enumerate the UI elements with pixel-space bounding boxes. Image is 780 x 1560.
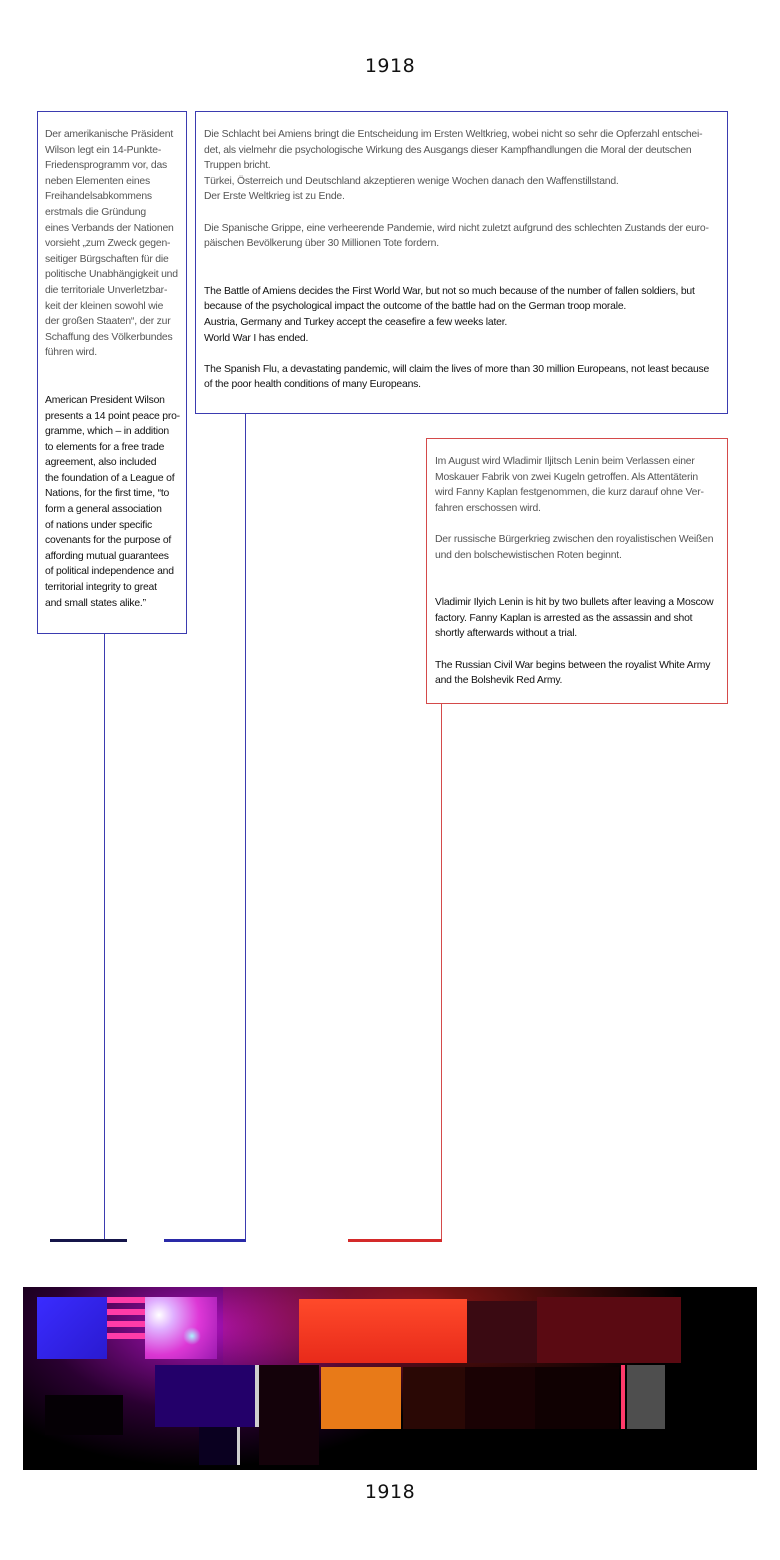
connector-line-wilson [104, 634, 105, 1240]
timeline-bar-blue [164, 1239, 246, 1242]
year-label-bottom: 1918 [364, 1481, 416, 1503]
abstract-artwork [23, 1287, 757, 1470]
lenin-text-english: Vladimir Ilyich Lenin is hit by two bullets after leaving a Moscow factory. Fanny Kaplan is arrested as the assassin and shot shortly afterwards without a trial. The Russian Civil War begins between the royalist White Army and the Bolshevik Red Army. [435, 597, 714, 687]
year-label-top: 1918 [364, 55, 416, 77]
timeline-bar-dark-blue [50, 1239, 127, 1242]
connector-line-lenin [441, 704, 442, 1240]
event-box-amiens [195, 111, 728, 414]
wilson-text-german: Der amerikanische Präsident Wilson legt ein 14-Punkte- Friedensprogramm vor, das neben Elementen eines Freihandelsabkommens erstmals die Gründung eines Verbands der Nationen vorsieht „zum Zweck gegen- seitiger Bürgschaften für die politische Unabhängigkeit und die territoriale Unverletzbar- keit der kleinen sowohl wie der großen Staaten“, der zur Schaffung des Völkerbundes führen wird. [45, 129, 178, 359]
event-box-wilson [37, 111, 187, 634]
amiens-text-german: Die Schlacht bei Amiens bringt die Entscheidung im Ersten Weltkrieg, wobei nicht so sehr die Opferzahl entschei- det, als vielmehr die psychologische Wirkung des Ausgangs dieser Kampfhandlungen die Moral der deutschen Truppen bricht. Türkei, Österreich und Deutschland akzeptieren wenige Wochen danach den Waffenstillstand. Der Erste Weltkrieg ist zu Ende. Die Spanische Grippe, eine verheerende Pandemie, wird nicht zuletzt aufgrund des schlechten Zustands der euro- päischen Bevölkerung über 30 Millionen Tote fordern. [204, 129, 709, 250]
wilson-text-english: American President Wilson presents a 14 point peace pro- gramme, which – in addition to elements for a free trade agreement, also included the foundation of a League of Nations, for the first time, “to form a general association of nations under specific covenants for the purpose of affording mutual guarantees of political independence and territorial integrity to great and small states alike.” [45, 394, 180, 609]
amiens-text-english: The Battle of Amiens decides the First World War, but not so much because of the number of fallen soldiers, but because of the psychological impact the outcome of the battle had on the German troop morale. Austria, Germany and Turkey accept the ceasefire a few weeks later. World War I has ended. The Spanish Flu, a devastating pandemic, will claim the lives of more than 30 million Europeans, not least because of the poor health conditions of many Europeans. [204, 285, 710, 391]
lenin-text-german: Im August wird Wladimir Iljitsch Lenin beim Verlassen einer Moskauer Fabrik von zwei Kugeln getroffen. Als Attentäterin wird Fanny Kaplan festgenommen, die kurz darauf ohne Ver- fahren erschossen wird. Der russische Bürgerkrieg zwischen den royalistischen Weißen und den bolschewistischen Roten beginnt. [435, 456, 714, 561]
event-box-lenin [426, 438, 728, 704]
connector-line-amiens [245, 414, 246, 1240]
timeline-bar-red [348, 1239, 442, 1242]
